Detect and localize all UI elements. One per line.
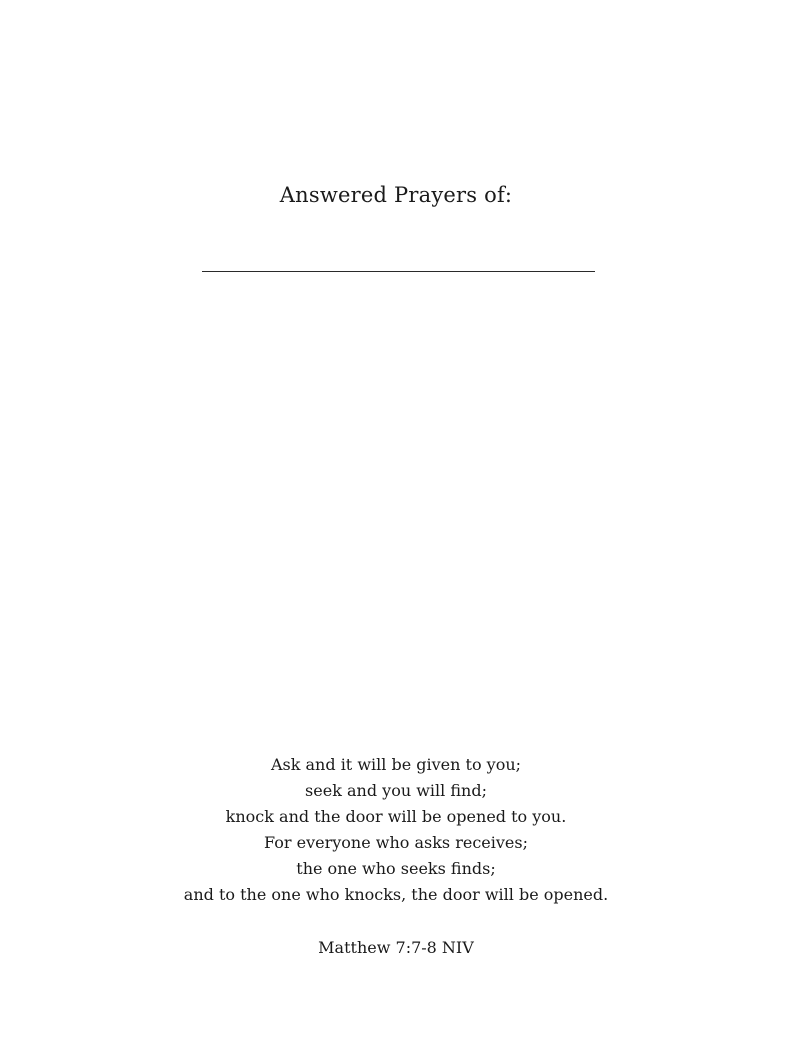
verse-line: knock and the door will be opened to you.: [225, 807, 567, 826]
page-title: Answered Prayers of:: [279, 183, 513, 207]
verse-line: and to the one who knocks, the door will be opened.: [183, 885, 609, 904]
verse-citation: Matthew 7:7-8 NIV: [318, 938, 474, 957]
verse-line: For everyone who asks receives;: [264, 833, 528, 852]
scripture-verse: [0, 752, 792, 908]
verse-line: seek and you will find;: [305, 781, 487, 800]
verse-line: Ask and it will be given to you;: [270, 755, 522, 774]
name-signature-line: [202, 271, 595, 272]
verse-line: the one who seeks finds;: [296, 859, 496, 878]
